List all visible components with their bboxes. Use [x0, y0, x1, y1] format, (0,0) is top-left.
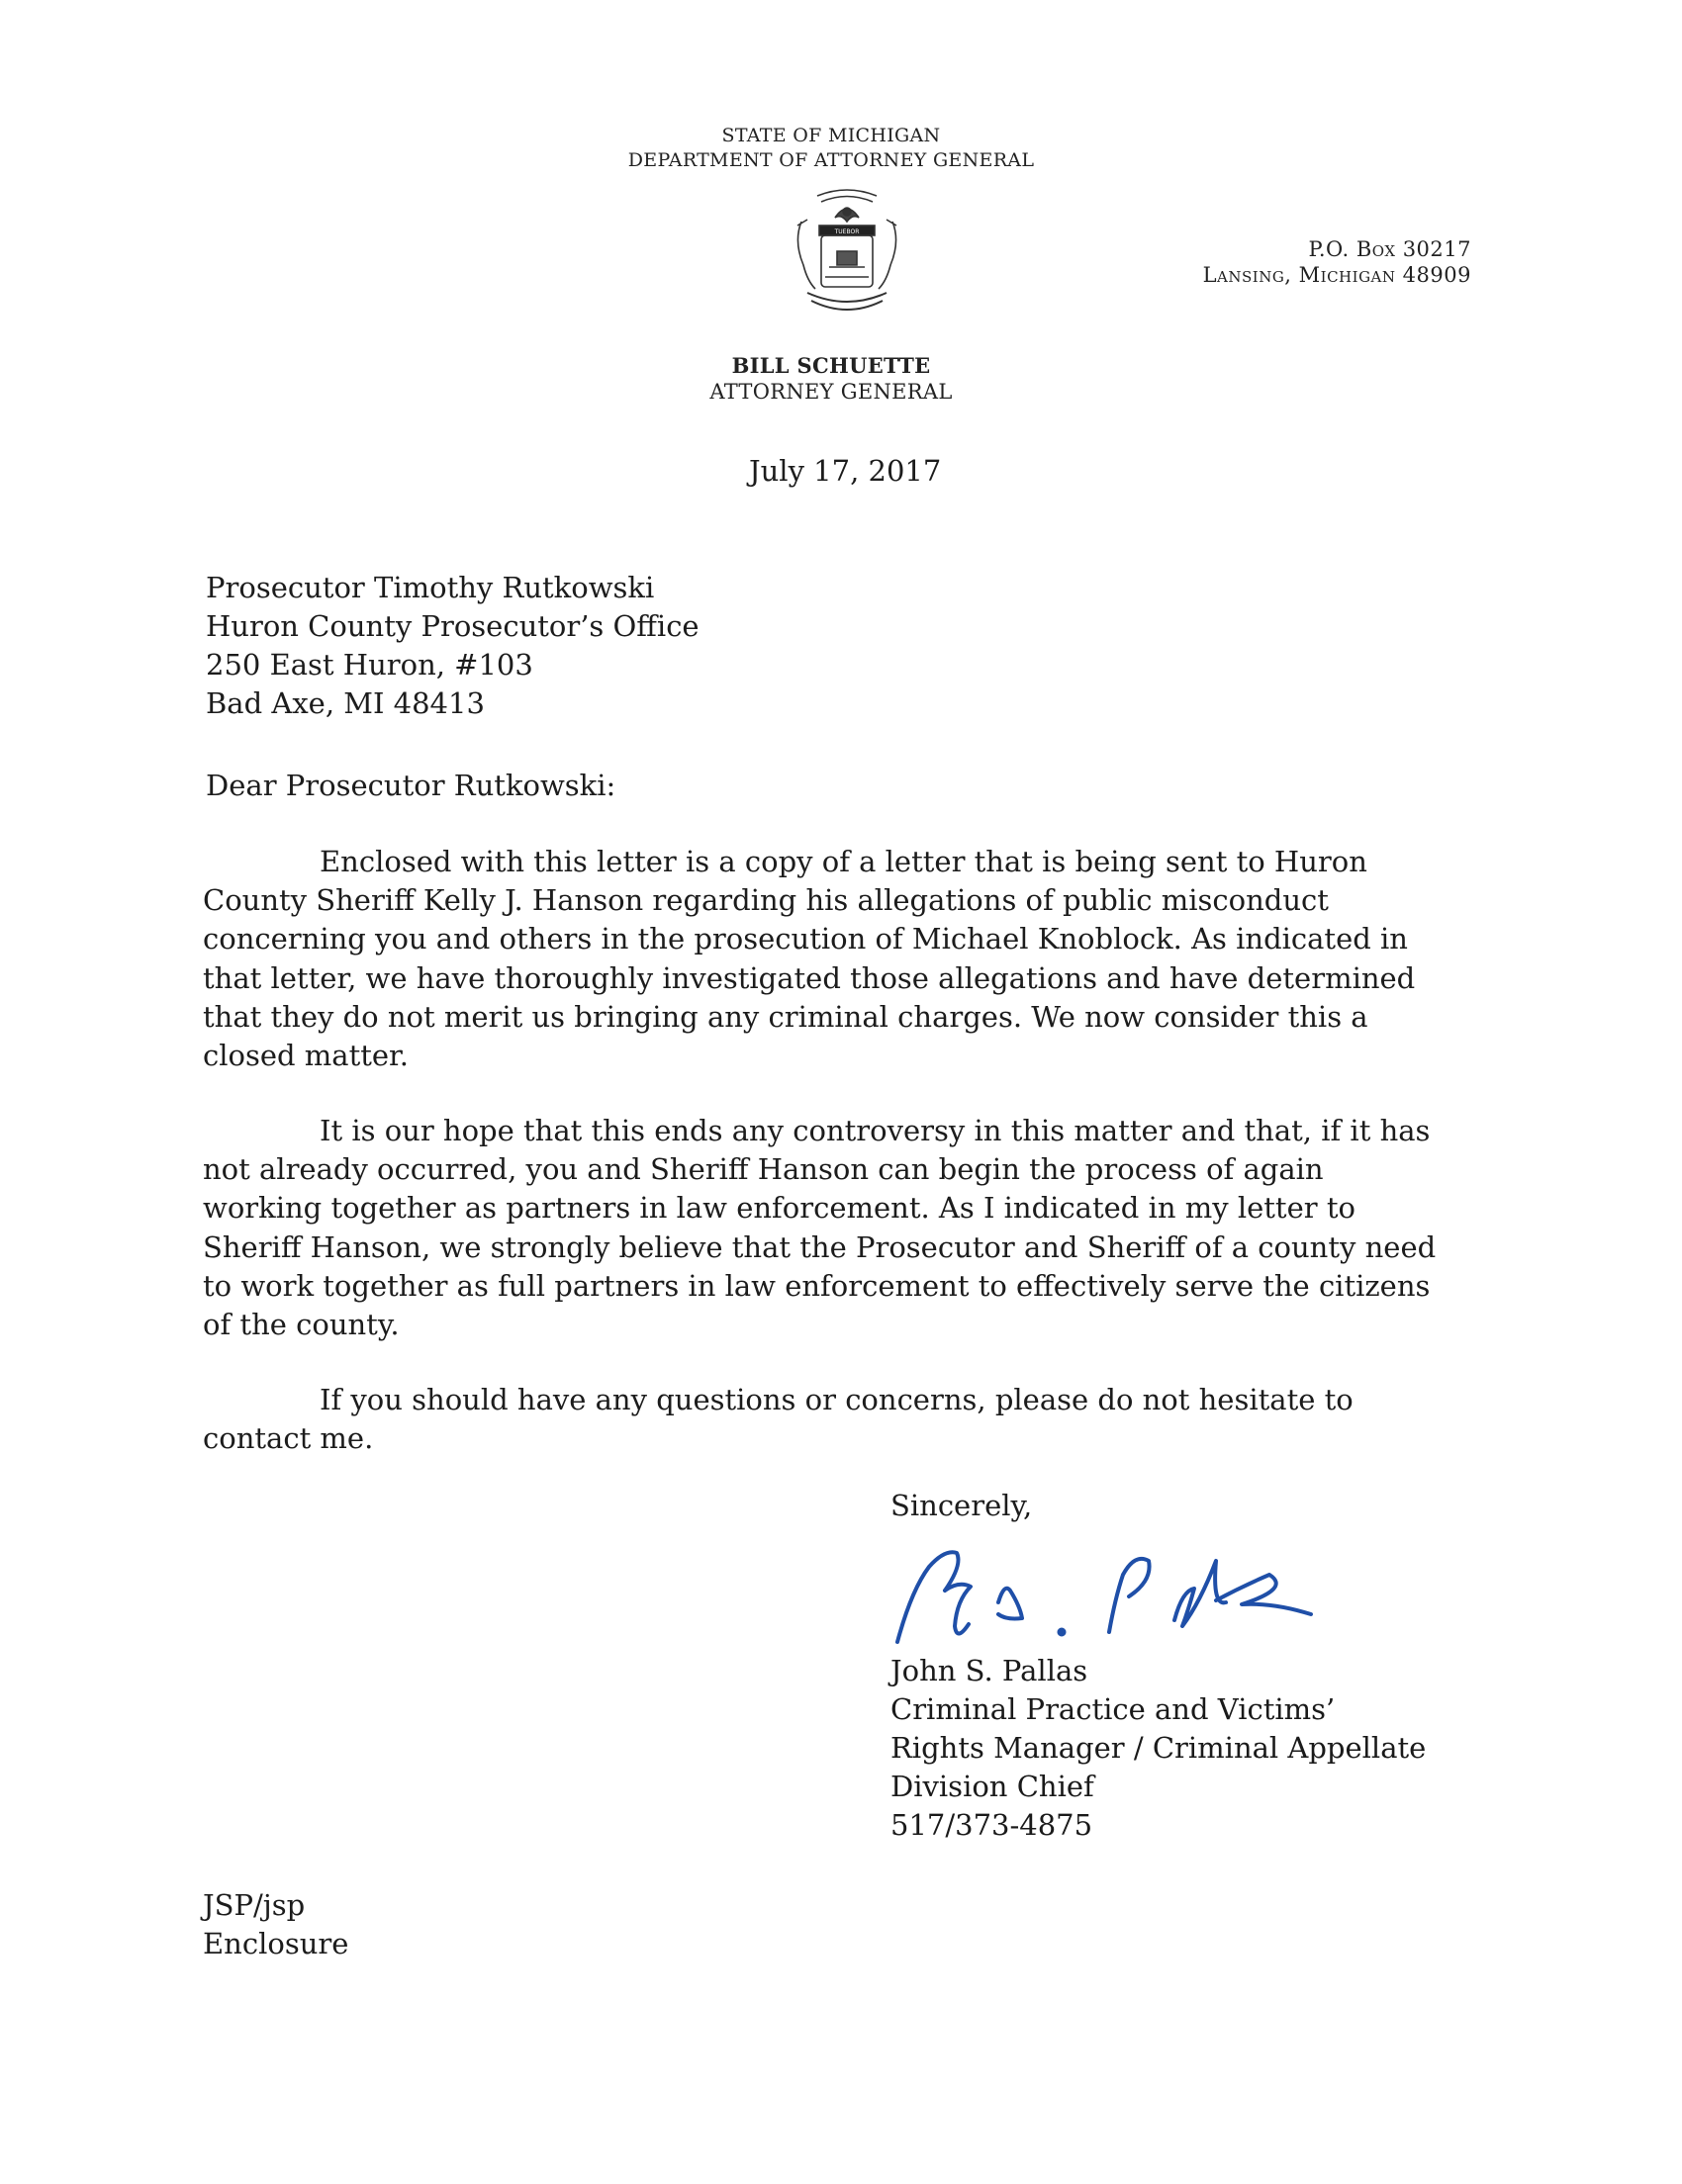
letterhead-department: DEPARTMENT OF ATTORNEY GENERAL — [627, 149, 1035, 171]
seal-motto: TUEBOR — [834, 228, 860, 235]
salutation: Dear Prosecutor Rutkowski: — [206, 769, 616, 802]
paragraph-line: to work together as full partners in law enforcement to effectively serve the citizens — [203, 1268, 1431, 1303]
paragraph-line: Enclosed with this letter is a copy of a letter that is being sent to Huron — [320, 845, 1367, 878]
reference-initials: JSP/jsp — [203, 1888, 306, 1922]
paragraph-line: of the county. — [203, 1308, 400, 1342]
paragraph-line: concerning you and others in the prosecution of Michael Knoblock. As indicated in — [203, 922, 1408, 956]
paragraph-line: If you should have any questions or concerns, please do not hesitate to — [320, 1383, 1354, 1416]
body-paragraph — [203, 1112, 1489, 1344]
recipient-line: 250 East Huron, #103 — [206, 648, 533, 682]
recipient-line: Huron County Prosecutor’s Office — [206, 609, 700, 643]
handwritten-signature — [886, 1531, 1331, 1670]
letter-date: July 17, 2017 — [749, 454, 942, 488]
paragraph-line: contact me. — [203, 1421, 374, 1456]
paragraph-line: Sheriff Hanson, we strongly believe that the Prosecutor and Sheriff of a county need — [203, 1229, 1437, 1264]
signer-phone: 517/373-4875 — [890, 1808, 1093, 1842]
recipient-line: Prosecutor Timothy Rutkowski — [206, 571, 655, 604]
attorney-general-name: BILL SCHUETTE — [731, 353, 931, 378]
body-paragraph — [203, 843, 1489, 1075]
signer-title-line: Criminal Practice and Victims’ — [890, 1692, 1336, 1726]
office-po-box: P.O. Box 30217 — [1308, 237, 1471, 261]
closing: Sincerely, — [890, 1489, 1033, 1522]
recipient-line: Bad Axe, MI 48413 — [206, 686, 485, 720]
paragraph-line: that they do not merit us bringing any criminal charges. We now consider this a — [203, 999, 1368, 1034]
attorney-general-title: ATTORNEY GENERAL — [709, 380, 953, 404]
paragraph-line: that letter, we have thoroughly investigated those allegations and have determined — [203, 960, 1416, 995]
paragraph-line: It is our hope that this ends any controversy in this matter and that, if it has — [320, 1114, 1431, 1147]
paragraph-line: not already occurred, you and Sheriff Hanson can begin the process of again — [203, 1152, 1324, 1187]
michigan-seal-icon — [778, 182, 916, 320]
paragraph-line: closed matter. — [203, 1039, 409, 1073]
paragraph-line: working together as partners in law enforcement. As I indicated in my letter to — [203, 1191, 1355, 1226]
enclosure-note: Enclosure — [203, 1927, 349, 1960]
office-city: Lansing, Michigan 48909 — [1202, 263, 1471, 287]
letterhead-state: STATE OF MICHIGAN — [721, 125, 941, 146]
signer-title-line: Rights Manager / Criminal Appellate — [890, 1731, 1427, 1765]
paragraph-line: County Sheriff Kelly J. Hanson regarding his allegations of public misconduct — [203, 883, 1329, 918]
signer-title-line: Division Chief — [890, 1770, 1094, 1803]
signer-name: John S. Pallas — [890, 1654, 1088, 1687]
body-paragraph — [203, 1381, 1489, 1458]
